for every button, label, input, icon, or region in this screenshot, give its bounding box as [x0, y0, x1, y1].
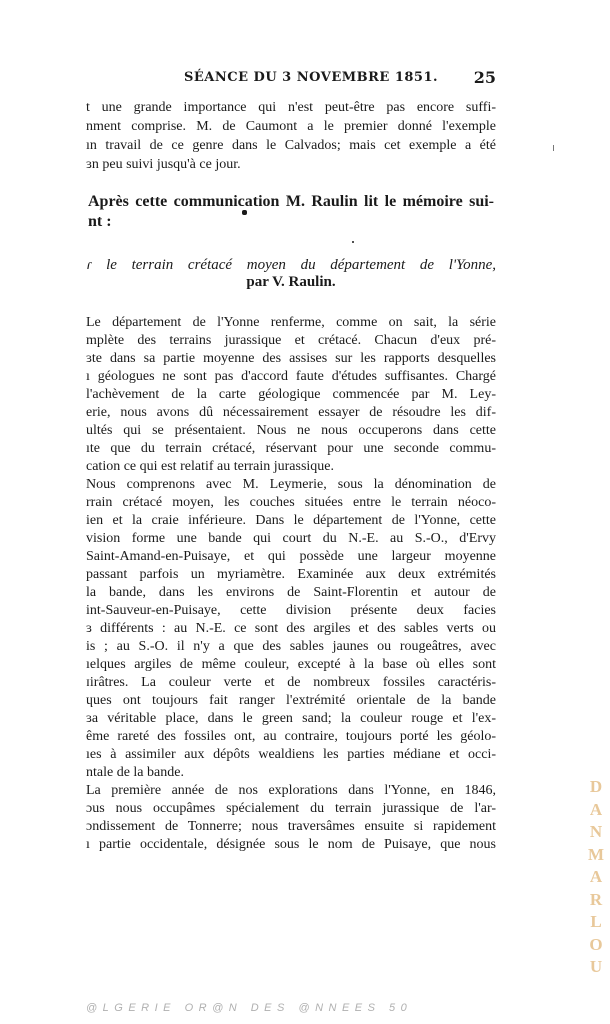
body-line: ntale de la bande.	[86, 765, 184, 780]
body-line: ıes à assimiler aux dépôts wealdiens les parties médiane et occi-	[86, 747, 496, 762]
intro-line: nment comprise. M. de Caumont a le premier donné l'exemple	[86, 119, 496, 134]
body-line: ı géologues ne sont pas d'accord faute d'études suffisantes. Chargé	[86, 369, 496, 384]
body-line: ultés qui se présentaient. Nous ne nous occuperons dans cette	[86, 423, 496, 438]
body-line: ɔndissement de Tonnerre; nous traversâmes ensuite si rapidement	[86, 819, 496, 834]
ink-speck	[242, 210, 247, 215]
body-line: erie, nous avons dû nécessairement essayer de résoudre les dif-	[86, 405, 496, 420]
body-line: ien et la craie inférieure. Dans le département de l'Yonne, cette	[86, 513, 496, 528]
body-line: l'achèvement de la carte géologique commencée par M. Ley-	[86, 387, 496, 402]
page-header	[84, 70, 496, 92]
body-line: mplète des terrains jurassique et crétacé. Chacun d'eux pré-	[86, 333, 496, 348]
body-line: ıelques argiles de même couleur, excepté à la base où elles sont	[86, 657, 496, 672]
announcement-line: nt :	[88, 213, 112, 230]
footer-watermark: @LGERIE OR@N DES @NNEES 50	[86, 1002, 413, 1014]
body-line: ı partie occidentale, désignée sous le nom de Puisaye, que nous	[86, 837, 496, 852]
memoir-author: par V. Raulin.	[246, 274, 336, 290]
body-line: is ; au S.-O. il n'y a que des sables jaunes ou rougeâtres, avec	[86, 639, 496, 654]
body-line: ıte que du terrain crétacé, réservant pour une seconde commu-	[86, 441, 496, 456]
body-line: passant parfois un myriamètre. Examinée aux deux extrémités	[86, 567, 496, 582]
body-line: ɪirâtres. La couleur verte et de nombreux fossiles caractéris-	[86, 675, 496, 690]
margin-mark	[553, 145, 554, 151]
body-line: ɥues ont toujours fait ranger l'extrémité orientale de la bande	[86, 693, 496, 708]
body-line: rrain crétacé moyen, les couches situées entre le terrain néoco-	[86, 495, 496, 510]
announcement-line: Après cette communication M. Raulin lit le mémoire sui-	[88, 193, 494, 210]
intro-line: ın travail de ce genre dans le Calvados; mais cet exemple a été	[86, 138, 496, 153]
body-line: La première année de nos explorations dans l'Yonne, en 1846,	[86, 783, 496, 798]
memoir-title: ɾ le terrain crétacé moyen du département de l'Yonne,	[86, 257, 496, 273]
body-line: int-Sauveur-en-Puisaye, cette division présente deux facies	[86, 603, 496, 618]
body-line: Saint-Amand-en-Puisaye, et qui possède une largeur moyenne	[86, 549, 496, 564]
body-line: ême rareté des fossiles ont, au contraire, toujours porté les géolo-	[86, 729, 496, 744]
intro-line: t une grande importance qui n'est peut-être pas encore suffi-	[86, 100, 496, 115]
body-line: ɜa véritable place, dans le green sand; la couleur rouge et l'ex-	[86, 711, 496, 726]
body-line: ɜ différents : au N.-E. ce sont des argiles et des sables verts ou	[86, 621, 496, 636]
body-line: ɔus nous occupâmes spécialement du terrain jurassique de l'ar-	[86, 801, 496, 816]
body-line: cation ce qui est relatif au terrain jurassique.	[86, 459, 335, 474]
body-line: ɜte dans sa partie moyenne des assises sur les rapports desquelles	[86, 351, 496, 366]
body-line: Nous comprenons avec M. Leymerie, sous la dénomination de	[86, 477, 496, 492]
vertical-watermark: DANMARLOU	[587, 777, 605, 976]
body-line: la bande, dans les environs de Saint-Florentin et autour de	[86, 585, 496, 600]
body-line: Le département de l'Yonne renferme, comme on sait, la série	[86, 315, 496, 330]
body-line: vision forme une bande qui court du N.-E. au S.-O., d'Ervy	[86, 531, 496, 546]
page-number: 25	[473, 68, 496, 87]
intro-line: ɜn peu suivi jusqu'à ce jour.	[86, 157, 241, 172]
running-title: SÉANCE DU 3 NOVEMBRE 1851.	[184, 70, 439, 85]
ink-speck	[352, 241, 354, 243]
